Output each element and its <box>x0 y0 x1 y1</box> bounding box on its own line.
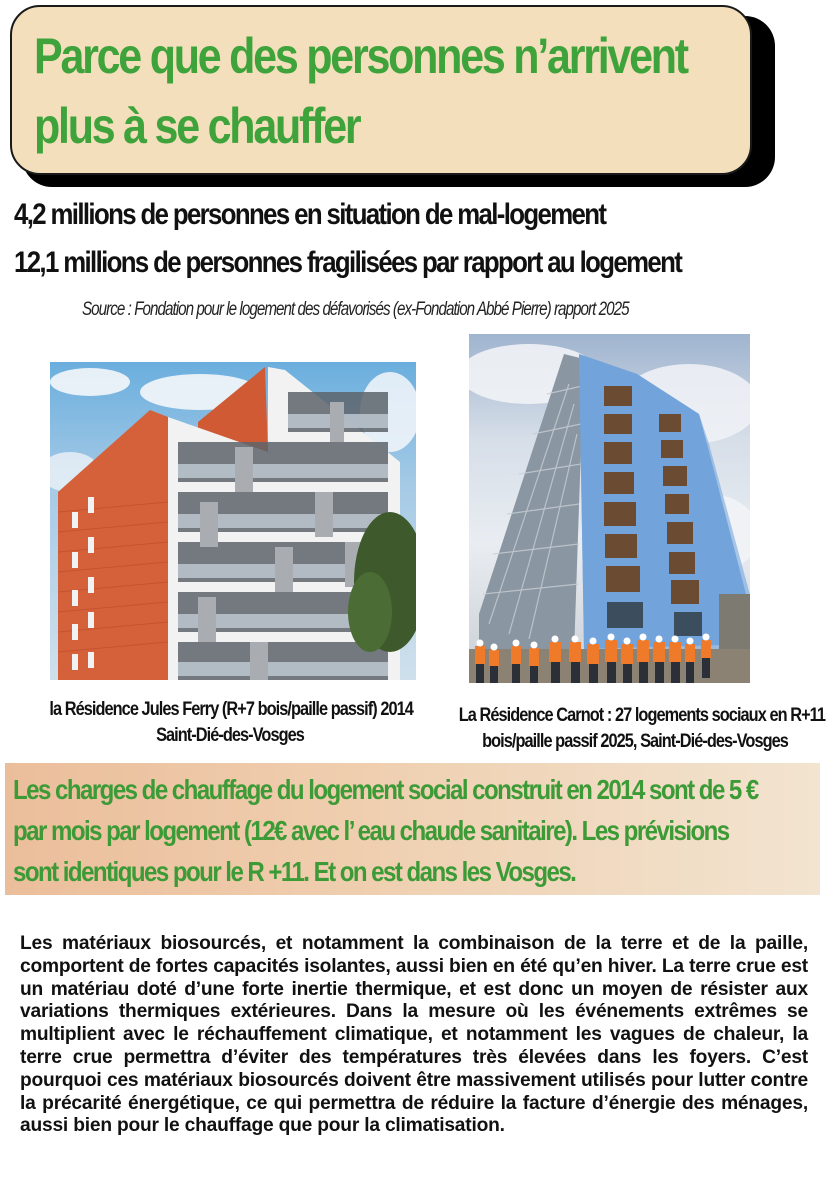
caption-jules-ferry <box>20 697 440 749</box>
heating-charges-band <box>5 763 820 895</box>
caption-carnot <box>430 703 840 755</box>
title-box <box>10 5 752 175</box>
photo-residence-jules-ferry <box>50 362 416 680</box>
heating-charges-line-3: sont identiques pour le R +11. Et on est dans les Vosges. <box>13 856 576 887</box>
building-illustration-icon <box>50 362 416 680</box>
stat-fragilisees: 12,1 millions de personnes fragilisées par rapport au logement <box>14 246 682 279</box>
heating-charges-line-2: par mois par logement (12€ avec l’ eau chaude sanitaire). Les prévisions <box>13 815 729 846</box>
heating-charges-line-1: Les charges de chauffage du logement social construit en 2014 sont de 5 € <box>13 774 758 805</box>
biosourced-materials-paragraph: Les matériaux biosourcés, et notamment la combinaison de la terre et de la paille, comportent de fortes capacités isolantes, aussi bien en été qu’en hiver. La terre crue est un matériau doté d’une forte inertie thermique, et est donc un moyen de résister aux variations thermiques extérieures. Dans la mesure où les événements extrêmes se multiplient avec le réchauffement climatique, et notamment les vagues de chaleur, la terre crue permettra d’éviter des températures très élevées dans les foyers. C’est pourquoi ces matériaux biosourcés doivent être massivement utilisés pour lutter contre la précarité énergétique, ce qui permettra de réduire la facture d’énergie des ménages, aussi bien pour le chauffage que pour la climatisation. <box>20 933 808 1137</box>
title-line-1: Parce que des personnes n’arrivent <box>34 28 687 84</box>
construction-illustration-icon <box>469 334 750 683</box>
stat-mal-logement: 4,2 millions de personnes en situation de mal-logement <box>14 198 606 231</box>
caption-jules-ferry-line-1: la Résidence Jules Ferry (R+7 bois/paille passif) 2014 <box>49 699 413 720</box>
photo-residence-carnot <box>469 334 750 683</box>
source-citation: Source : Fondation pour le logement des défavorisés (ex-Fondation Abbé Pierre) rapport 2025 <box>82 299 629 320</box>
caption-jules-ferry-line-2: Saint-Dié-des-Vosges <box>156 725 304 746</box>
title-line-2: plus à se chauffer <box>34 98 360 154</box>
caption-carnot-line-2: bois/paille passif 2025, Saint-Dié-des-Vosges <box>482 731 788 752</box>
caption-carnot-line-1: La Résidence Carnot : 27 logements sociaux en R+11 <box>458 705 826 726</box>
